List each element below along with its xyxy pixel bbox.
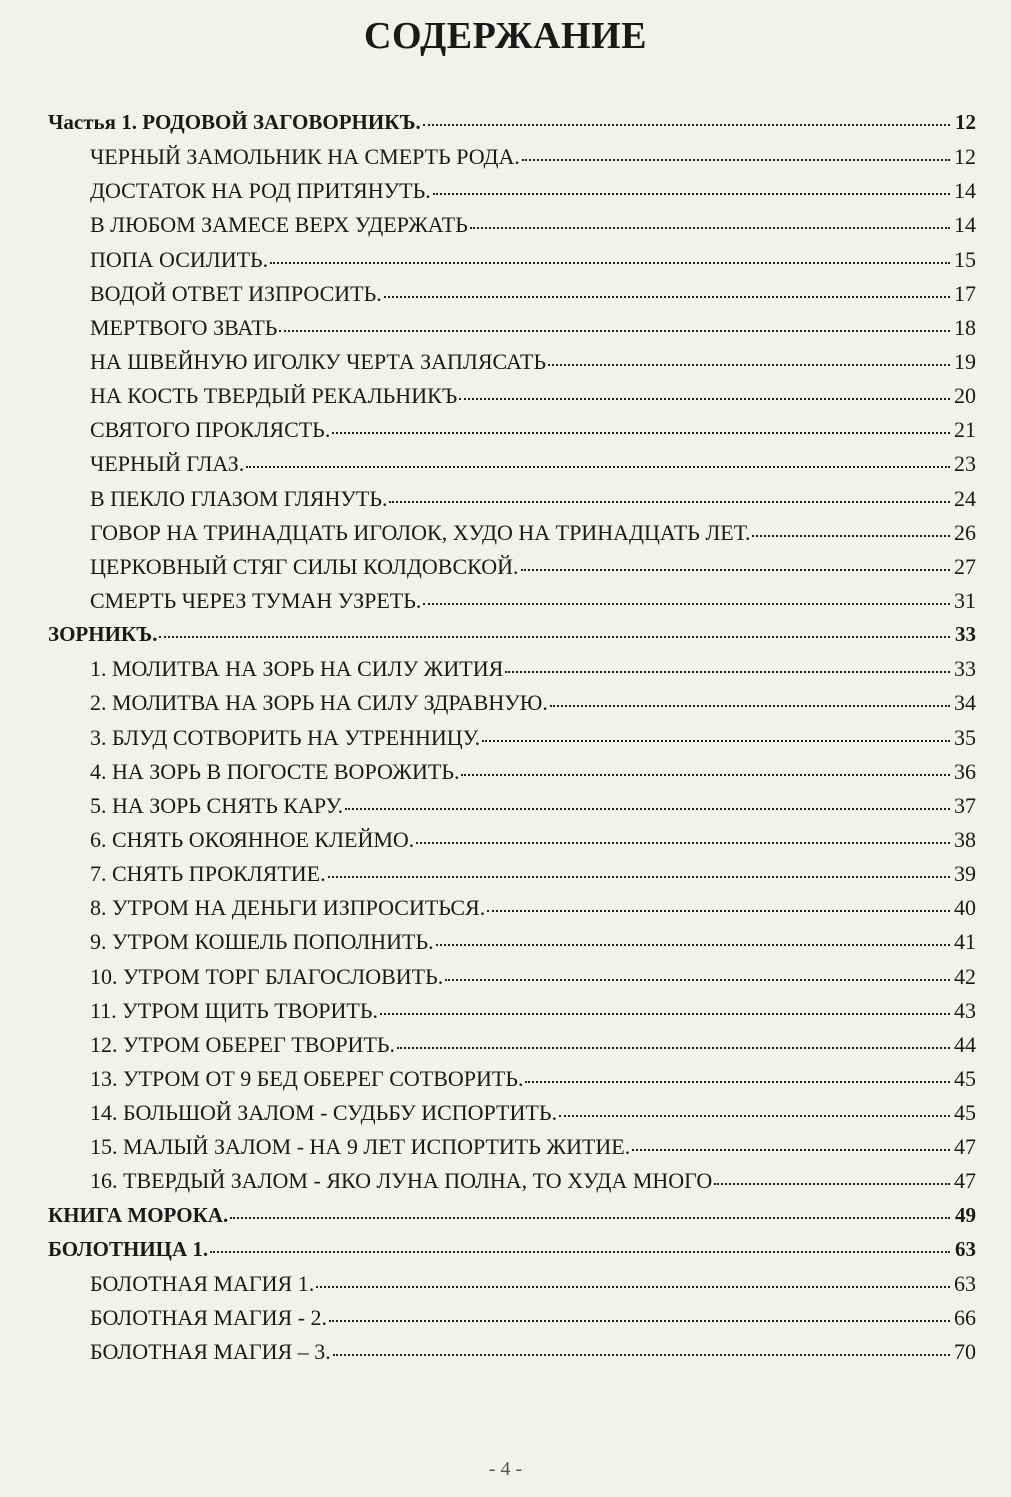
toc-entry-label: СМЕРТЬ ЧЕРЕЗ ТУМАН УЗРЕТЬ. <box>90 587 422 613</box>
toc-entry <box>48 144 976 178</box>
toc-entry-label: 7. СНЯТЬ ПРОКЛЯТИЕ. <box>90 861 326 887</box>
toc-entry-page-number: 42 <box>954 963 976 989</box>
toc-entry-page-number: 45 <box>954 1065 976 1091</box>
toc-entry <box>48 1134 976 1168</box>
toc-entry-page-number: 63 <box>954 1270 976 1296</box>
toc-entry-label: ГОВОР НА ТРИНАДЦАТЬ ИГОЛОК, ХУДО НА ТРИНАДЦАТЬ ЛЕТ. <box>90 519 751 545</box>
toc-entry-label: 13. УТРОМ ОТ 9 БЕД ОБЕРЕГ СОТВОРИТЬ. <box>90 1065 524 1091</box>
dot-leader <box>487 909 950 912</box>
toc-entry <box>48 554 976 588</box>
toc-section-entry <box>48 110 976 144</box>
dot-leader <box>522 158 950 161</box>
toc-entry-page-number: 37 <box>954 792 976 818</box>
toc-entry-page-number: 12 <box>955 110 976 134</box>
toc-entry <box>48 588 976 622</box>
dot-leader <box>246 465 950 468</box>
toc-entry-page-number: 70 <box>954 1339 976 1365</box>
toc-entry-label: 4. НА ЗОРЬ В ПОГОСТЕ ВОРОЖИТЬ. <box>90 758 460 784</box>
dot-leader <box>521 568 950 571</box>
toc-entry-label: НА ШВЕЙНУЮ ИГОЛКУ ЧЕРТА ЗАПЛЯСАТЬ <box>90 348 547 374</box>
toc-entry-label: 9. УТРОМ КОШЕЛЬ ПОПОЛНИТЬ. <box>90 929 434 955</box>
toc-entry <box>48 895 976 929</box>
toc-entry-label: ЗОРНИКЪ. <box>48 622 158 647</box>
toc-entry <box>48 827 976 861</box>
toc-entry-page-number: 41 <box>954 929 976 955</box>
toc-entry-page-number: 40 <box>954 895 976 921</box>
toc-entry-label: БОЛОТНИЦА 1. <box>48 1236 209 1261</box>
toc-entry-label: 15. МАЛЫЙ ЗАЛОМ - НА 9 ЛЕТ ИСПОРТИТЬ ЖИТИЕ. <box>90 1134 631 1160</box>
dot-leader <box>423 123 950 126</box>
dot-leader <box>397 1046 950 1049</box>
toc-entry-page-number: 49 <box>955 1202 976 1227</box>
toc-entry-label: БОЛОТНАЯ МАГИЯ – 3. <box>90 1339 331 1365</box>
toc-entry <box>48 929 976 963</box>
toc-section-entry <box>48 1203 976 1237</box>
page-title: СОДЕРЖАНИЕ <box>364 15 647 57</box>
table-of-contents <box>48 110 976 1373</box>
dot-leader <box>270 261 950 264</box>
toc-entry-page-number: 17 <box>954 280 976 306</box>
toc-entry-label: 3. БЛУД СОТВОРИТЬ НА УТРЕННИЦУ. <box>90 724 481 750</box>
toc-entry-label: 6. СНЯТЬ ОКОЯННОЕ КЛЕЙМО. <box>90 826 415 852</box>
toc-entry-label: 14. БОЛЬШОЙ ЗАЛОМ - СУДЬБУ ИСПОРТИТЬ. <box>90 1100 557 1126</box>
dot-leader <box>559 1114 950 1117</box>
dot-leader <box>328 875 950 878</box>
toc-entry-label: В ЛЮБОМ ЗАМЕСЕ ВЕРХ УДЕРЖАТЬ <box>90 212 468 238</box>
dot-leader <box>505 670 950 673</box>
toc-entry <box>48 964 976 998</box>
dot-leader <box>230 1216 950 1219</box>
toc-entry-page-number: 36 <box>954 758 976 784</box>
toc-entry <box>48 349 976 383</box>
dot-leader <box>210 1250 950 1253</box>
toc-entry-page-number: 24 <box>954 485 976 511</box>
toc-entry <box>48 178 976 212</box>
toc-section-entry <box>48 1237 976 1271</box>
dot-leader <box>433 192 950 195</box>
toc-entry-page-number: 34 <box>954 690 976 716</box>
toc-entry-label: 2. МОЛИТВА НА ЗОРЬ НА СИЛУ ЗДРАВНУЮ. <box>90 690 548 716</box>
toc-entry-page-number: 31 <box>954 587 976 613</box>
dot-leader <box>714 1182 950 1185</box>
dot-leader <box>416 841 950 844</box>
toc-entry <box>48 417 976 451</box>
toc-entry <box>48 725 976 759</box>
toc-entry-label: 5. НА ЗОРЬ СНЯТЬ КАРУ. <box>90 792 344 818</box>
toc-entry <box>48 315 976 349</box>
dot-leader <box>632 1148 950 1151</box>
toc-entry-label: СВЯТОГО ПРОКЛЯСТЬ. <box>90 417 331 443</box>
toc-entry-page-number: 33 <box>955 622 976 647</box>
toc-entry <box>48 656 976 690</box>
dot-leader <box>482 739 950 742</box>
toc-entry-label: МЕРТВОГО ЗВАТЬ <box>90 314 278 340</box>
toc-entry-label: 16. ТВЕРДЫЙ ЗАЛОМ - ЯКО ЛУНА ПОЛНА, ТО ХУДА МНОГО <box>90 1168 713 1194</box>
toc-entry <box>48 1168 976 1202</box>
dot-leader <box>550 704 950 707</box>
toc-entry-page-number: 47 <box>954 1134 976 1160</box>
dot-leader <box>345 807 950 810</box>
toc-entry-page-number: 12 <box>954 144 976 170</box>
toc-entry <box>48 759 976 793</box>
toc-entry-label: ЧЕРНЫЙ ЗАМОЛЬНИК НА СМЕРТЬ РОДА. <box>90 144 520 170</box>
toc-entry-page-number: 35 <box>954 724 976 750</box>
toc-entry <box>48 1066 976 1100</box>
toc-entry-label: БОЛОТНАЯ МАГИЯ - 2. <box>90 1304 328 1330</box>
toc-entry-page-number: 15 <box>954 246 976 272</box>
toc-entry-label: ПОПА ОСИЛИТЬ. <box>90 246 269 272</box>
toc-entry-label: Частья 1. РОДОВОЙ ЗАГОВОРНИКЪ. <box>48 110 421 134</box>
toc-entry-label: 8. УТРОМ НА ДЕНЬГИ ИЗПРОСИТЬСЯ. <box>90 895 486 921</box>
toc-entry-page-number: 14 <box>954 178 976 204</box>
toc-entry-page-number: 44 <box>954 1031 976 1057</box>
dot-leader <box>459 397 950 400</box>
toc-entry-page-number: 26 <box>954 519 976 545</box>
toc-entry <box>48 1305 976 1339</box>
toc-entry-label: БОЛОТНАЯ МАГИЯ 1. <box>90 1270 315 1296</box>
toc-entry-label: ЧЕРНЫЙ ГЛАЗ. <box>90 451 245 477</box>
toc-entry-label: ДОСТАТОК НА РОД ПРИТЯНУТЬ. <box>90 178 431 204</box>
dot-leader <box>548 363 950 366</box>
dot-leader <box>159 635 950 638</box>
toc-entry-page-number: 27 <box>954 553 976 579</box>
toc-entry-page-number: 45 <box>954 1100 976 1126</box>
toc-entry-label: КНИГА МОРОКА. <box>48 1202 229 1227</box>
toc-entry <box>48 1100 976 1134</box>
toc-section-entry <box>48 622 976 656</box>
toc-entry <box>48 793 976 827</box>
dot-leader <box>445 978 950 981</box>
toc-entry-page-number: 14 <box>954 212 976 238</box>
toc-entry <box>48 281 976 315</box>
toc-entry-page-number: 38 <box>954 826 976 852</box>
toc-entry-page-number: 47 <box>954 1168 976 1194</box>
toc-entry-page-number: 23 <box>954 451 976 477</box>
toc-entry <box>48 247 976 281</box>
dot-leader <box>389 500 950 503</box>
toc-entry-page-number: 43 <box>954 997 976 1023</box>
toc-entry-label: 1. МОЛИТВА НА ЗОРЬ НА СИЛУ ЖИТИЯ <box>90 656 504 682</box>
toc-entry <box>48 451 976 485</box>
toc-entry <box>48 998 976 1032</box>
toc-entry <box>48 1032 976 1066</box>
dot-leader <box>423 602 950 605</box>
dot-leader <box>436 943 950 946</box>
toc-entry-page-number: 39 <box>954 861 976 887</box>
toc-entry-page-number: 21 <box>954 417 976 443</box>
toc-entry <box>48 520 976 554</box>
toc-entry-label: 12. УТРОМ ОБЕРЕГ ТВОРИТЬ. <box>90 1031 396 1057</box>
toc-entry-page-number: 33 <box>954 656 976 682</box>
toc-entry <box>48 690 976 724</box>
dot-leader <box>461 773 950 776</box>
toc-entry-label: 10. УТРОМ ТОРГ БЛАГОСЛОВИТЬ. <box>90 963 444 989</box>
toc-entry-page-number: 18 <box>954 314 976 340</box>
toc-entry-label: НА КОСТЬ ТВЕРДЫЙ РЕКАЛЬНИКЪ <box>90 383 458 409</box>
toc-entry-label: В ПЕКЛО ГЛАЗОМ ГЛЯНУТЬ. <box>90 485 388 511</box>
toc-entry <box>48 383 976 417</box>
toc-entry-page-number: 63 <box>955 1236 976 1261</box>
toc-entry-label: ВОДОЙ ОТВЕТ ИЗПРОСИТЬ. <box>90 280 382 306</box>
dot-leader <box>333 1353 950 1356</box>
toc-entry-page-number: 66 <box>954 1304 976 1330</box>
dot-leader <box>384 295 950 298</box>
page-number: - 4 - <box>488 1458 523 1480</box>
toc-entry-page-number: 19 <box>954 348 976 374</box>
toc-entry-label: ЦЕРКОВНЫЙ СТЯГ СИЛЫ КОЛДОВСКОЙ. <box>90 553 519 579</box>
toc-entry <box>48 861 976 895</box>
toc-entry <box>48 1271 976 1305</box>
dot-leader <box>380 1012 950 1015</box>
toc-entry <box>48 212 976 246</box>
dot-leader <box>316 1285 950 1288</box>
toc-entry-page-number: 20 <box>954 383 976 409</box>
dot-leader <box>525 1080 950 1083</box>
toc-entry-label: 11. УТРОМ ЩИТЬ ТВОРИТЬ. <box>90 997 378 1023</box>
dot-leader <box>332 431 950 434</box>
toc-entry <box>48 486 976 520</box>
dot-leader <box>279 329 950 332</box>
toc-entry <box>48 1339 976 1373</box>
dot-leader <box>329 1319 950 1322</box>
dot-leader <box>470 226 950 229</box>
dot-leader <box>752 534 950 537</box>
